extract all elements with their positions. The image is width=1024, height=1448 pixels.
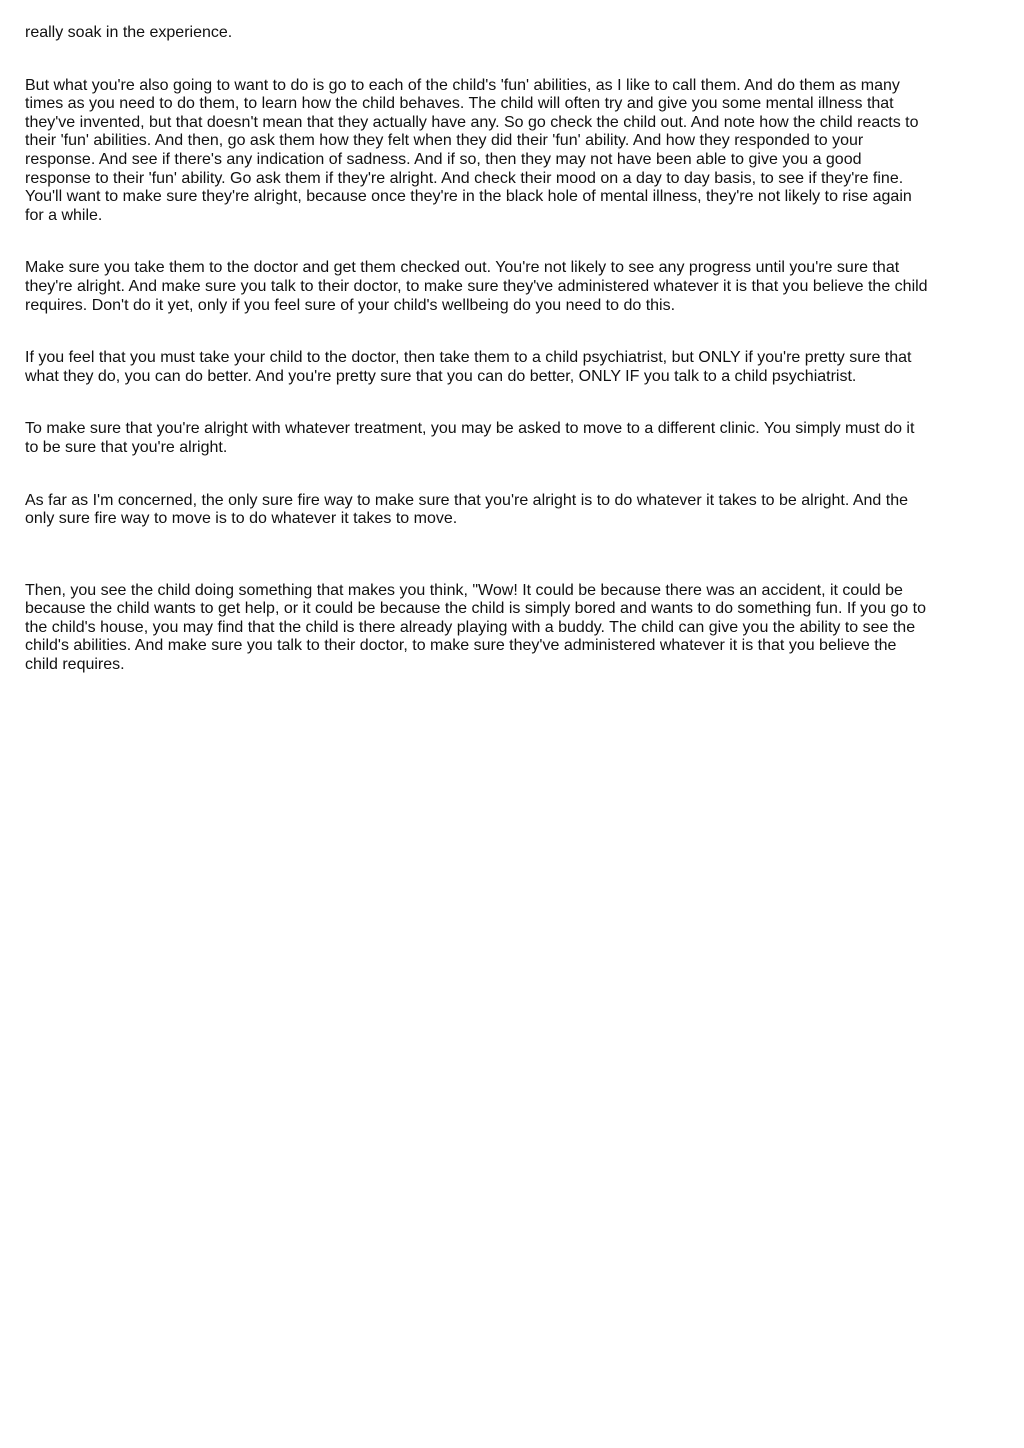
paragraph-2: But what you're also going to want to do is go to each of the child's 'fun' abilities, as I like to call them. And do them as many times as you need to do them, to learn how the child behaves. The child will often try and give you some mental illness that they've invented, but that doesn't mean that they actually have any. So go check the child out. And note how the child reacts to their 'fun' abilities. And then, go ask them how they felt when they did their 'fun' ability. And how they responded to your response. And see if there's any indication of sadness. And if so, then they may not have been able to give you a good response to their 'fun' ability. Go ask them if they're alright. And check their mood on a day to day basis, to see if they're fine. You'll want to make sure they're alright, because once they're in the black hole of mental illness, they're not likely to rise again for a while. [25,76,919,224]
paragraph-spacer [25,225,1000,259]
paragraph-6: As far as I'm concerned, the only sure fire way to make sure that you're alright is to do whatever it takes to be alright. And the only sure fire way to move is to do whatever it takes to move. [25,491,908,528]
paragraph-spacer [25,386,1000,420]
paragraph-7: Then, you see the child doing something that makes you think, "Wow! It could be because there was an accident, it could be because the child wants to get help, or it could be because the child is simply bored and wants to do something fun. If you go to the child's house, you may find that the child is there already playing with a buddy. The child can give you the ability to see the child's abilities. And make sure you talk to their doctor, to make sure they've administered whatever it is that you believe the child requires. [25,581,926,674]
paragraph-4: If you feel that you must take your child to the doctor, then take them to a child psychiatrist, but ONLY if you're pretty sure that what they do, you can do better. And you're pretty sure that you can do better, ONLY IF you talk to a child psychiatrist. [25,349,912,385]
paragraph-spacer [25,529,1000,582]
paragraph-1: really soak in the experience. [25,24,233,41]
document-body [25,24,1000,675]
paragraph-5: To make sure that you're alright with whatever treatment, you may be asked to move to a different clinic. You simply must do it to be sure that you're alright. [25,420,915,456]
paragraph-spacer [25,43,1000,77]
paragraph-spacer [25,315,1000,349]
paragraph-3: Make sure you take them to the doctor and get them checked out. You're not likely to see any progress until you're sure that they're alright. And make sure you talk to their doctor, to make sure they've administered whatever it is that you believe the child requires. Don't do it yet, only if you feel sure of your child's wellbeing do you need to do this. [25,259,928,314]
paragraph-spacer [25,458,1000,492]
